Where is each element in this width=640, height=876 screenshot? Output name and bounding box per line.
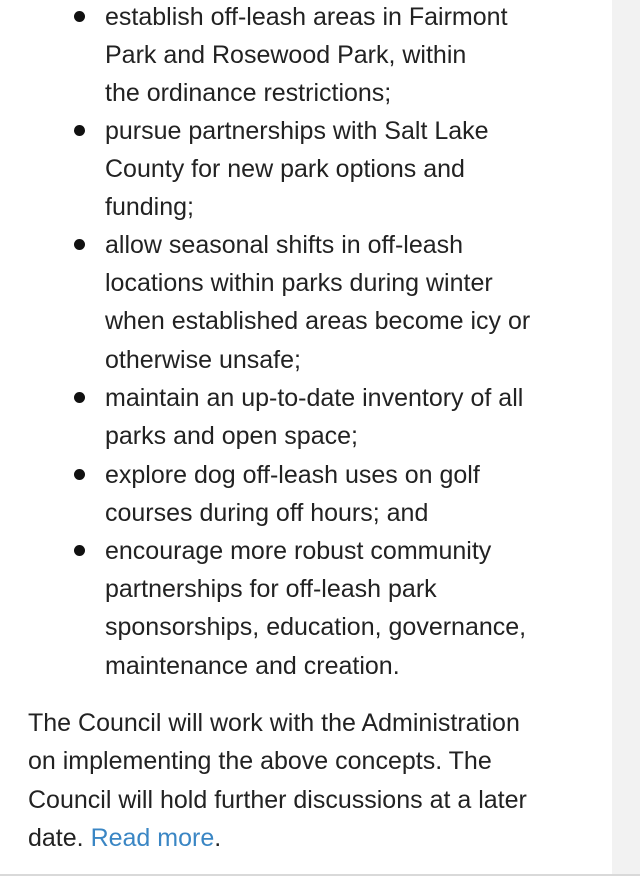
- paragraph-line: The Council will work with the Administration: [28, 709, 520, 737]
- paragraph-last-line: [28, 819, 608, 857]
- list-item-line: maintain an up-to-date inventory of all: [105, 384, 524, 412]
- bullet-dot-icon: [74, 125, 85, 136]
- list-item-line: County for new park options and: [105, 155, 465, 184]
- paragraph-line: on implementing the above concepts. The: [28, 747, 492, 776]
- list-item: [0, 532, 612, 685]
- list-item-line: encourage more robust community: [105, 537, 492, 565]
- bullet-dot-icon: [74, 392, 85, 403]
- list-item: [0, 0, 612, 113]
- scroll-gutter: [612, 0, 640, 876]
- list-item-line: otherwise unsafe;: [105, 345, 301, 374]
- list-item-line: the ordinance restrictions;: [105, 79, 392, 108]
- list-item-line: allow seasonal shifts in off-leash: [105, 231, 464, 259]
- read-more-link[interactable]: Read more: [90, 823, 215, 852]
- list-item: [0, 379, 612, 455]
- bullet-dot-icon: [74, 239, 85, 250]
- list-item-line: sponsorships, education, governance,: [105, 613, 527, 642]
- list-item-line: establish off-leash areas in Fairmont: [105, 3, 508, 31]
- list-item-line: explore dog off-leash uses on golf: [105, 461, 480, 489]
- paragraph-line: Council will hold further discussions at a later: [28, 785, 527, 814]
- list-item: [0, 226, 612, 379]
- list-item-line: Park and Rosewood Park, within: [105, 41, 467, 70]
- bullet-dot-icon: [74, 469, 85, 480]
- list-item-line: when established areas become icy or: [105, 307, 531, 336]
- list-item-line: courses during off hours; and: [105, 499, 429, 528]
- list-item-line: funding;: [105, 193, 194, 222]
- list-item: [0, 112, 612, 227]
- list-item: [0, 456, 612, 532]
- list-item-line: maintenance and creation.: [105, 651, 400, 680]
- bullet-dot-icon: [74, 545, 85, 556]
- bullet-dot-icon: [74, 11, 85, 22]
- paragraph-text: date.: [28, 823, 91, 852]
- list-item-line: pursue partnerships with Salt Lake: [105, 117, 489, 145]
- list-item-line: parks and open space;: [105, 422, 358, 451]
- list-item-line: locations within parks during winter: [105, 269, 493, 298]
- summary-paragraph: [28, 704, 608, 857]
- paragraph-text: .: [214, 823, 222, 852]
- list-item-line: partnerships for off-leash park: [105, 575, 437, 604]
